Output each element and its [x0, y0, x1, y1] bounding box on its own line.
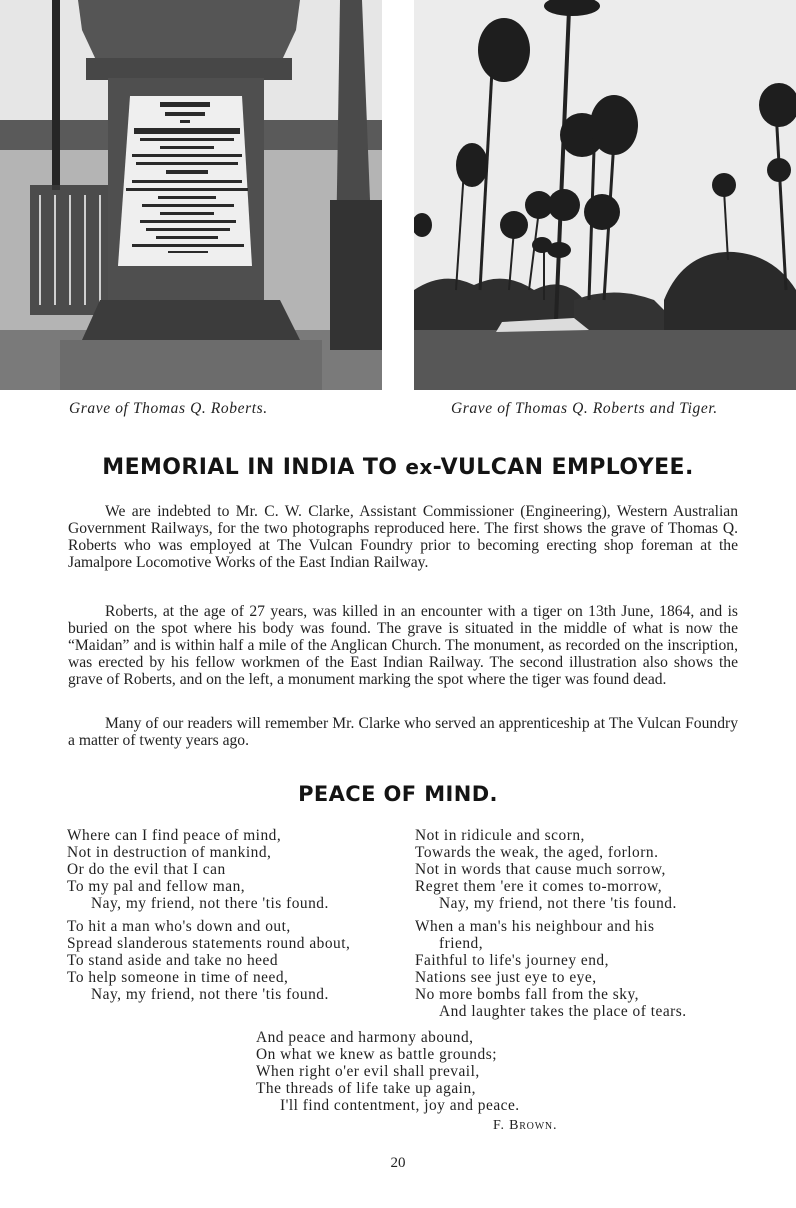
photo-grave-and-tiger — [414, 0, 796, 390]
poem-line: Not in destruction of mankind, — [67, 844, 272, 861]
poem-line: No more bombs fall from the sky, — [415, 986, 640, 1003]
poem-line: When a man's his neighbour and his — [415, 918, 655, 935]
poem-refrain: Nay, my friend, not there 'tis found. — [91, 895, 329, 912]
poem-stanza — [415, 918, 687, 1020]
poem-line: Not in ridicule and scorn, — [415, 827, 585, 844]
poem-right-column — [415, 827, 687, 1026]
poem-line: And peace and harmony abound, — [256, 1029, 474, 1046]
caption-right-photo: Grave of Thomas Q. Roberts and Tiger. — [451, 400, 718, 417]
poem-stanza — [67, 918, 350, 1003]
poem-line: Or do the evil that I can — [67, 861, 226, 878]
headline-part-2: -VULCAN EMPLOYEE. — [432, 455, 694, 480]
palm-field-photo-graphic — [414, 0, 796, 390]
poem-line: Towards the weak, the aged, forlorn. — [415, 844, 659, 861]
poem-author: F. Brown. — [493, 1118, 558, 1133]
poem-line: The threads of life take up again, — [256, 1080, 476, 1097]
poem-line: To stand aside and take no heed — [67, 952, 279, 969]
page-number: 20 — [390, 1155, 406, 1171]
poem-line: Regret them 'ere it comes to-morrow, — [415, 878, 663, 895]
poem-line: To hit a man who's down and out, — [67, 918, 291, 935]
poem-left-column — [67, 827, 350, 1009]
poem-line: When right o'er evil shall prevail, — [256, 1063, 480, 1080]
poem-refrain: Nay, my friend, not there 'tis found. — [439, 895, 677, 912]
poem-line: Where can I find peace of mind, — [67, 827, 282, 844]
poem-line: Not in words that cause much sorrow, — [415, 861, 666, 878]
photo-grave-monument — [0, 0, 382, 390]
poem-refrain: Nay, my friend, not there 'tis found. — [91, 986, 329, 1003]
poem-line: To help someone in time of need, — [67, 969, 289, 986]
poem-line: Spread slanderous statements round about, — [67, 935, 351, 952]
article-paragraph — [68, 503, 738, 571]
poem-line: friend, — [439, 935, 484, 952]
poem-line: I'll find contentment, joy and peace. — [280, 1097, 520, 1114]
headline-part-1: MEMORIAL IN INDIA TO — [102, 455, 406, 480]
article-paragraph — [68, 715, 738, 749]
poem-line: On what we knew as battle grounds; — [256, 1046, 497, 1063]
paragraph-text: We are indebted to Mr. C. W. Clarke, Assistant Commissioner (Engineering), Western Australian Government Railways, for the two photographs reproduced here. The first shows the grave of Thomas Q. Roberts who was employed at The Vulcan Foundry prior to becoming erecting shop foreman at the Jamalpore Locomotive Works of the East Indian Railway. — [68, 503, 738, 571]
poem-final-stanza — [256, 1029, 520, 1114]
poem-line: Faithful to life's journey end, — [415, 952, 609, 969]
monument-photo-graphic — [0, 0, 382, 390]
article-paragraph — [68, 603, 738, 688]
article-headline — [0, 455, 796, 480]
poem-line: Nations see just eye to eye, — [415, 969, 597, 986]
poem-stanza — [67, 827, 350, 912]
caption-left-photo: Grave of Thomas Q. Roberts. — [69, 400, 268, 417]
poem-line: And laughter takes the place of tears. — [439, 1003, 687, 1020]
paragraph-text: Roberts, at the age of 27 years, was killed in an encounter with a tiger on 13th June, 1864, and is buried on the spot where his body was found. The grave is situated in the middle of what is now the “Maidan” and is within half a mile of the Anglican Church. The monument, as recorded on the inscription, was erected by his fellow workmen of the East Indian Railway. The second illustration also shows the grave of Roberts, and on the left, a monument marking the spot where the tiger was found dead. — [68, 603, 738, 688]
headline-part-ex: ex — [405, 455, 433, 479]
paragraph-text: Many of our readers will remember Mr. Clarke who served an apprenticeship at The Vulcan Foundry a matter of twenty years ago. — [68, 715, 738, 749]
poem-stanza — [415, 827, 687, 912]
poem-line: To my pal and fellow man, — [67, 878, 246, 895]
poem-title: PEACE OF MIND. — [298, 782, 498, 806]
